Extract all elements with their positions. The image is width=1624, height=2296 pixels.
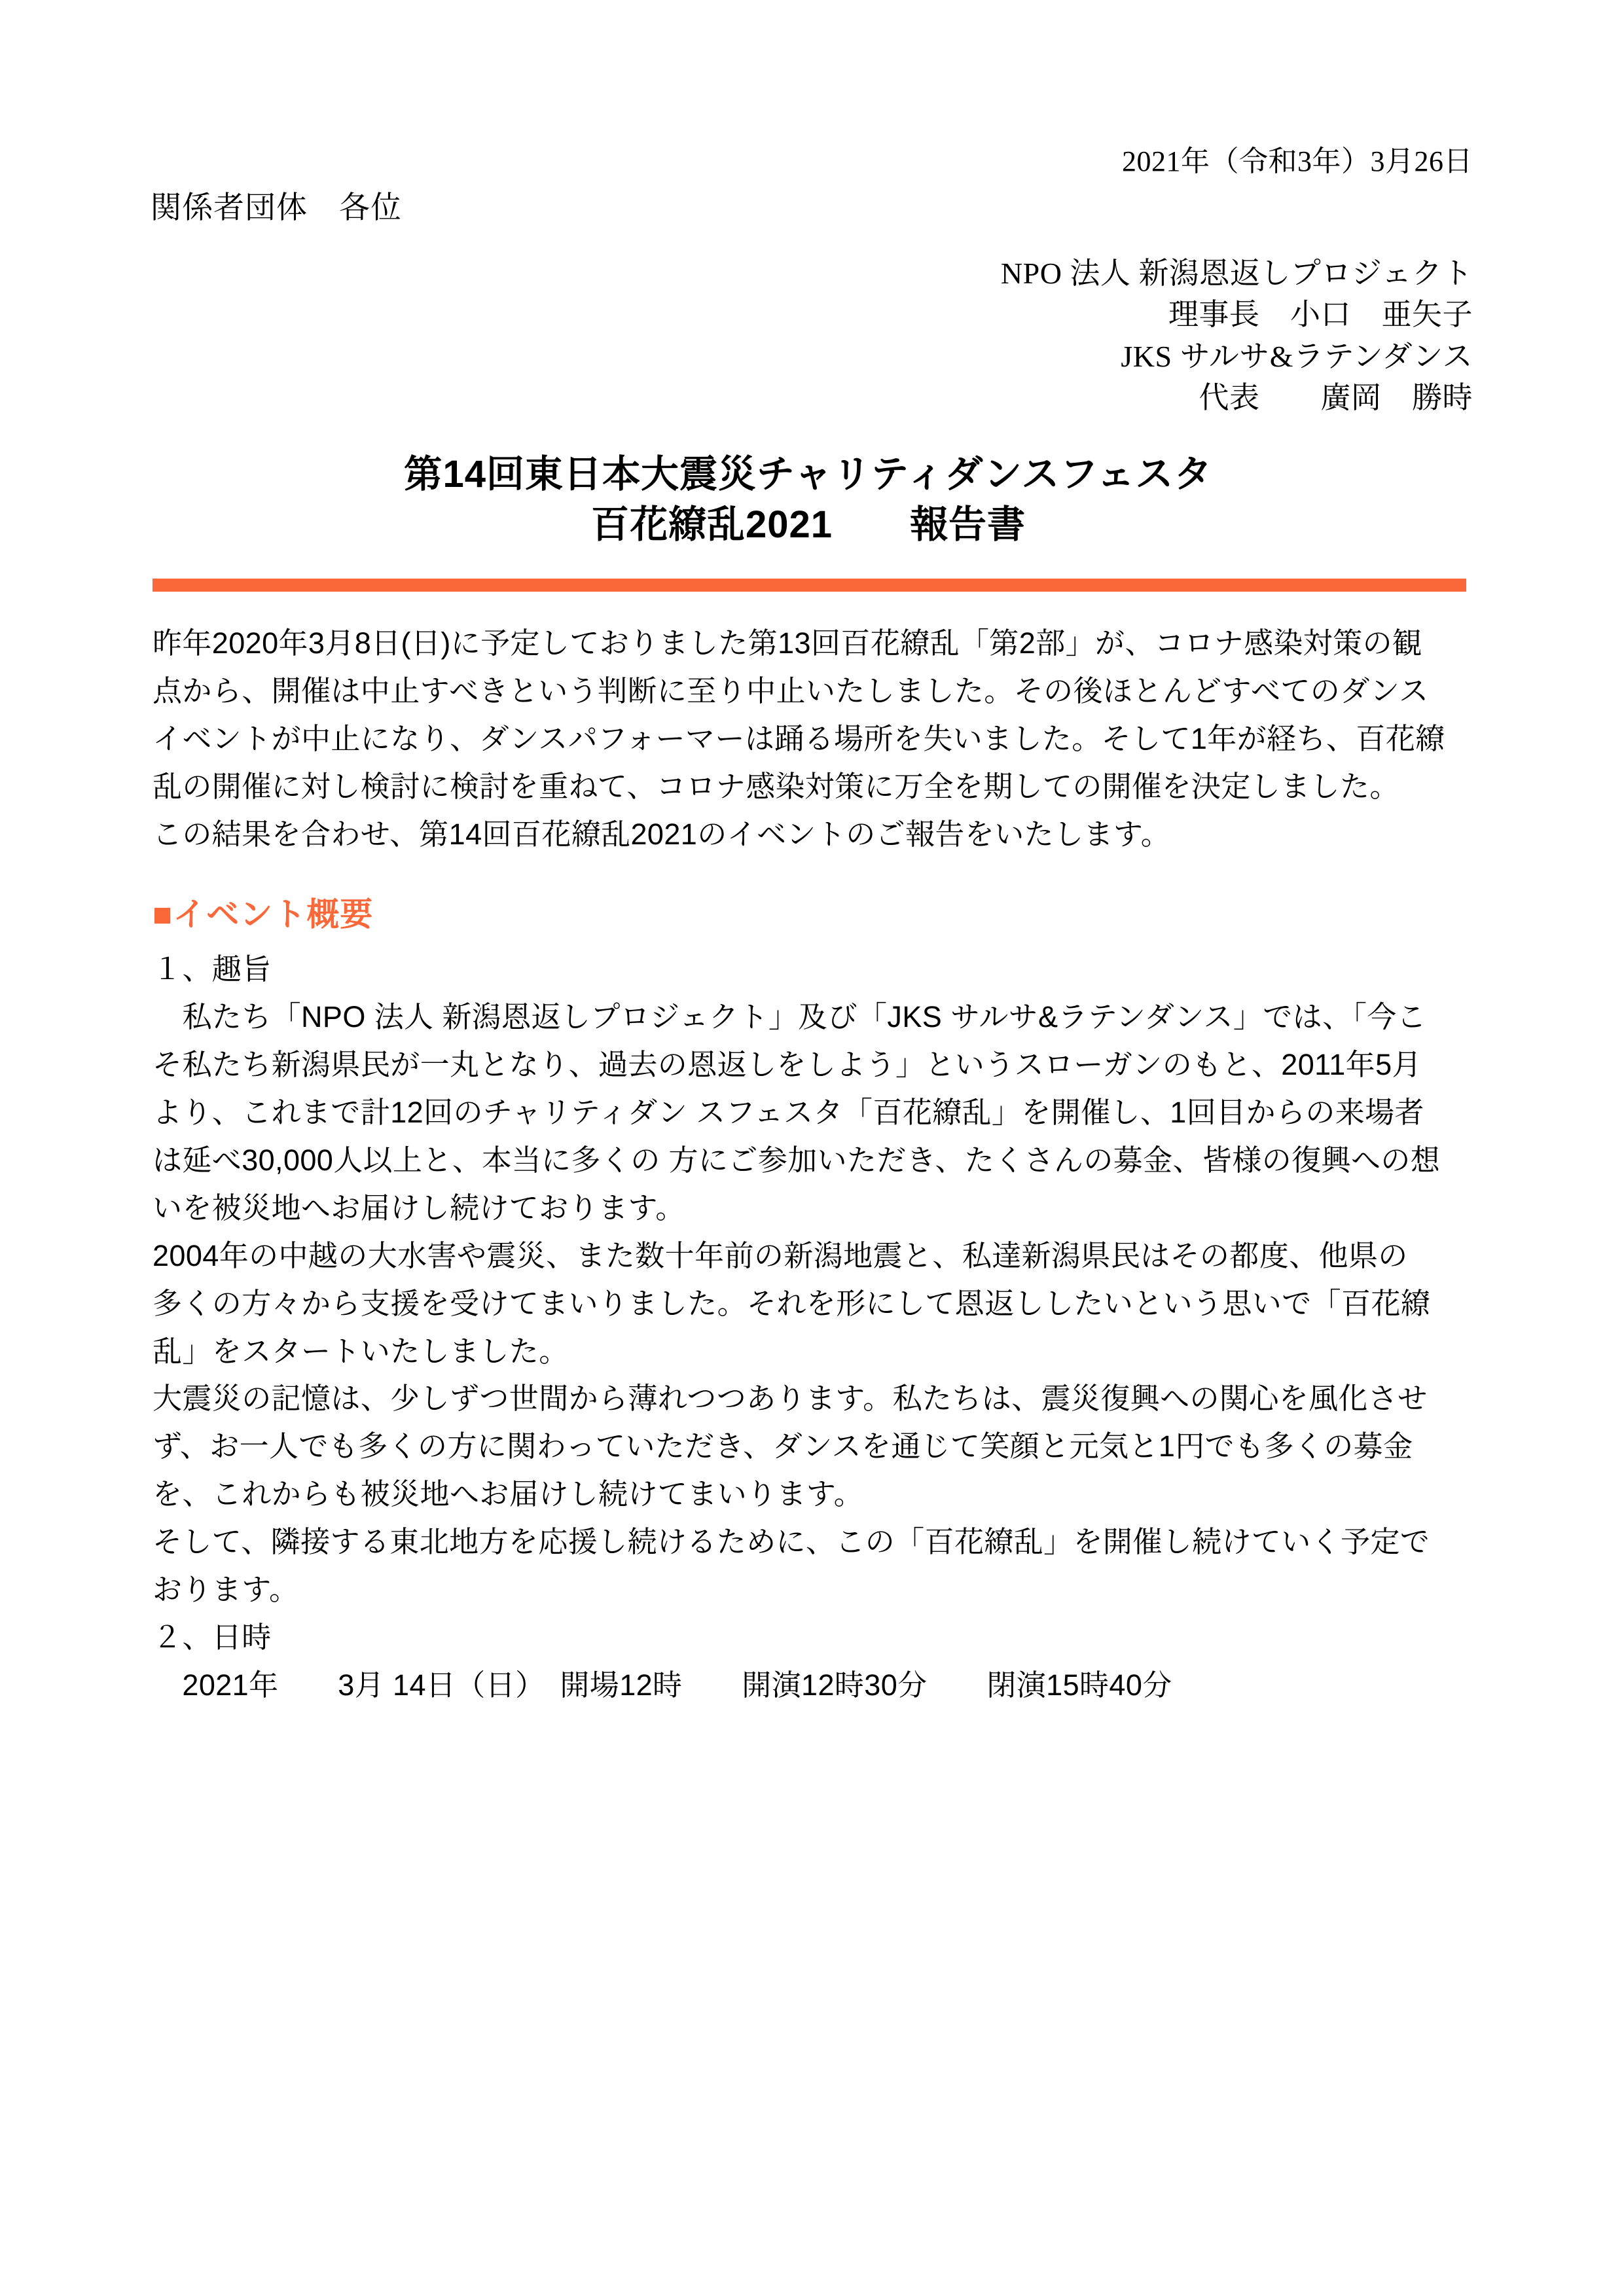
intro-line: イベントが中止になり、ダンスパフォーマーは踊る場所を失いました。そして1年が経ち、百花繚 (153, 721, 1445, 755)
subsection-label-datetime: ２、日時 (153, 1620, 272, 1654)
history-line: 多くの方々から支援を受けてまいりました。それを形にして恩返ししたいという思いで「百花繚 (153, 1286, 1431, 1320)
intro-paragraph (153, 620, 1468, 858)
issuer-block (151, 253, 1473, 419)
section-heading-event-overview: ■イベント概要 (153, 896, 374, 933)
subsection-label-purpose: １、趣旨 (153, 952, 272, 986)
datetime-line: 2021年 3月 14日（日） 開場12時 開演12時30分 閉演15時40分 (153, 1668, 1172, 1702)
history-line: 乱」をスタートいたしました。 (153, 1334, 569, 1368)
intro-line: 乱の開催に対し検討に検討を重ねて、コロナ感染対策に万全を期しての開催を決定しました。 (153, 769, 1399, 803)
purpose-line: より、これまで計12回のチャリティダン スフェスタ「百花繚乱」を開催し、1回目からの来場者 (153, 1096, 1424, 1130)
closing-paragraph (153, 1518, 1468, 1614)
intro-line: 昨年2020年3月8日(日)に予定しておりました第13回百花繚乱「第2部」が、コロナ感染対策の観 (153, 626, 1422, 660)
closing-line: おります。 (153, 1573, 299, 1607)
issuer-organization-jks: JKS サルサ&ラテンダンス (1121, 339, 1473, 373)
datetime-paragraph (153, 1662, 1468, 1710)
issuer-organization-npo: NPO 法人 新潟恩返しプロジェクト (1000, 257, 1473, 290)
purpose-line: そ私たち新潟県民が一丸となり、過去の恩返しをしよう」というスローガンのもと、2011年5月 (153, 1048, 1422, 1082)
memory-line: 大震災の記憶は、少しずつ世間から薄れつつあります。私たちは、震災復興への関心を風化させ (153, 1382, 1428, 1416)
closing-line: そして、隣接する東北地方を応援し続けるために、この「百花繚乱」を開催し続けていく予定で (153, 1525, 1430, 1559)
history-line: 2004年の中越の大水害や震災、また数十年前の新潟地震と、私達新潟県民はその都度、他県の (153, 1238, 1408, 1272)
letterhead (151, 147, 1473, 419)
issuer-representative-npo: 理事長 小口 亜矢子 (1168, 298, 1473, 332)
history-paragraph (153, 1232, 1468, 1376)
memory-line: を、これからも被災地へお届けし続けてまいります。 (153, 1477, 864, 1511)
title-divider-rule (153, 579, 1466, 592)
issuer-representative-jks: 代表 廣岡 勝時 (1199, 381, 1473, 415)
page-title-line-1: 第14回東日本大震災チャリティダンスフェスタ (404, 453, 1213, 495)
purpose-line: は延べ30,000人以上と、本当に多くの 方にご参加いただき、たくさんの募金、皆様の復興への想 (153, 1143, 1441, 1177)
page-title (151, 449, 1466, 550)
purpose-line: いを被災地へお届けし続けております。 (153, 1191, 685, 1225)
page-title-line-2: 百花繚乱2021 報告書 (590, 503, 1026, 547)
purpose-line: 私たち「NPO 法人 新潟恩返しプロジェクト」及び「JKS サルサ&ラテンダンス」では、「今こ (153, 1000, 1427, 1034)
addressee-line: 関係者団体 各位 (151, 191, 402, 225)
document-date: 2021年（令和3年）3月26日 (1122, 145, 1473, 177)
memory-paragraph (153, 1375, 1468, 1518)
intro-line: この結果を合わせ、第14回百花繚乱2021のイベントのご報告をいたします。 (153, 817, 1171, 851)
intro-line: 点から、開催は中止すべきという判断に至り中止いたしました。その後ほとんどすべてのダンス (153, 673, 1429, 708)
purpose-paragraph (153, 994, 1468, 1232)
memory-line: ず、お一人でも多くの方に関わっていただき、ダンスを通じて笑顔と元気と1円でも多くの募金 (153, 1429, 1413, 1463)
document-body (153, 620, 1468, 1710)
